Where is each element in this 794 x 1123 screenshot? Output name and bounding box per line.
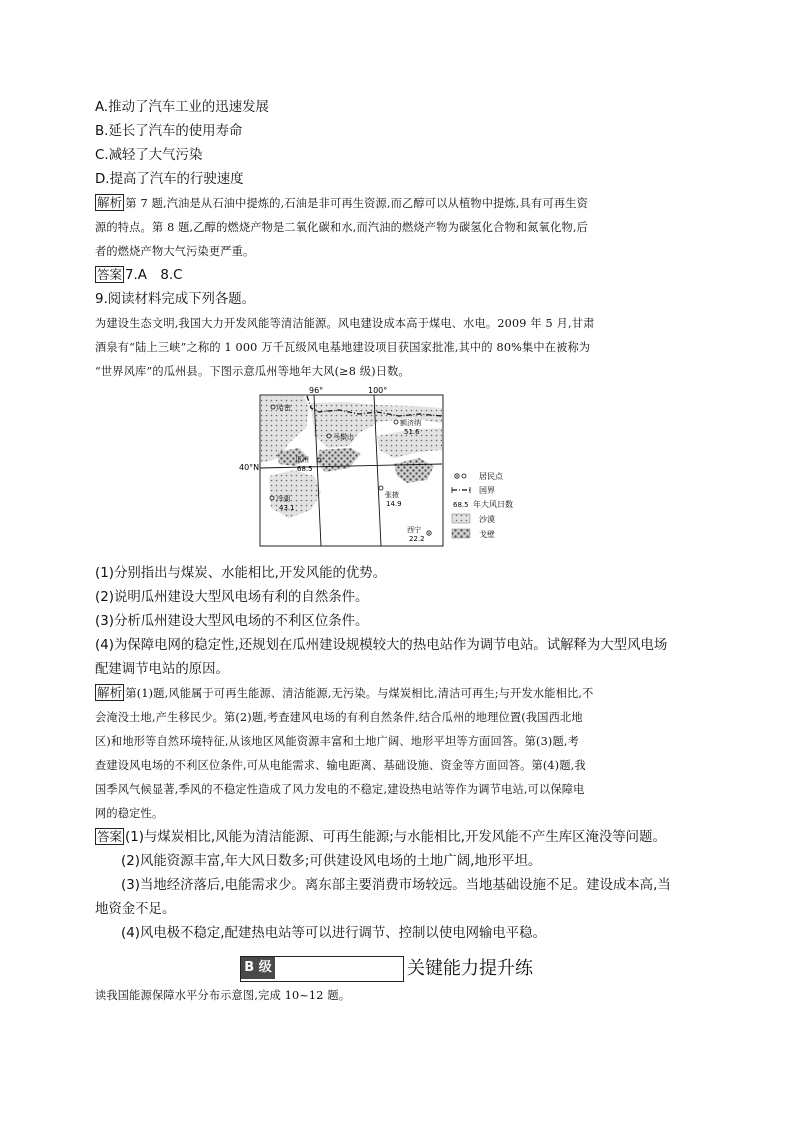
answer-line: (2)风能资源丰富,年大风日数多;可供建设风电场的土地广阔,地形平坦。: [121, 854, 542, 869]
analysis-text-line: 查建设风电场的不利区位条件,可从电能需求、输电距离、基础设施、资金等方面回答。第(4)题,我: [95, 759, 586, 772]
analysis-text-line: 第 7 题,汽油是从石油中提炼的,石油是非可再生资源,而乙醇可以从植物中提炼,具有可再生资: [125, 197, 588, 210]
answer-line: (3)当地经济落后,电能需求少。离东部主要消费市场较远。当地基础设施不足。建设成本高,当: [121, 878, 671, 893]
option-a: A.推动了汽车工业的迅速发展: [95, 100, 269, 115]
analysis-text-line: 区)和地形等自然环境特征,从该地区风能资源丰富和土地广阔、地形平坦等方面回答。第(3)题,考: [95, 735, 580, 748]
analysis-text-line: 者的燃烧产物大气污染更严重。: [95, 245, 255, 258]
material-line: 酒泉有“陆上三峡”之称的 1 000 万千瓦级风电基地建设项目获国家批准,其中的 80%集中在被称为: [95, 341, 591, 354]
sub-question-1: (1)分别指出与煤炭、水能相比,开发风能的优势。: [95, 566, 387, 581]
analysis-text-line: 国季风气候显著,季风的不稳定性造成了风力发电的不稳定,建设热电站等作为调节电站,可以保障电: [95, 783, 585, 796]
sub-question-4: (4)为保障电网的稳定性,还规划在瓜州建设规模较大的热电站作为调节电站。试解释为大型风电场: [95, 638, 668, 653]
options-list: [95, 96, 705, 192]
answer-tag: 答案: [97, 829, 123, 844]
sub-question-2: (2)说明瓜州建设大型风电场有利的自然条件。: [95, 590, 369, 605]
option-c: C.减轻了大气污染: [95, 148, 203, 163]
section-label: B 级: [241, 957, 275, 979]
legend-border: 国界: [479, 486, 495, 495]
svg-text:西宁: 西宁: [407, 526, 421, 534]
map-legend: [452, 471, 513, 539]
page-content: [95, 96, 705, 1008]
svg-text:张掖: 张掖: [385, 491, 399, 499]
legend-settlement: 居民点: [479, 472, 503, 481]
map-svg: [239, 386, 539, 558]
analysis-tag: 解析: [97, 195, 123, 210]
answer-line: (1)与煤炭相比,风能为清洁能源、可再生能源;与水能相比,开发风能不产生库区淹没等问题。: [125, 830, 666, 845]
legend-sample-value: 68.5: [453, 501, 469, 509]
wind-days-map: [95, 388, 705, 560]
svg-text:冷湖: 冷湖: [276, 495, 290, 503]
svg-text:22.2: 22.2: [409, 535, 425, 543]
lat-label: 40°N: [239, 463, 260, 472]
svg-text:额济纳: 额济纳: [400, 419, 421, 427]
lon-label-100: 100°: [368, 386, 388, 395]
material-line: 为建设生态文明,我国大力开发风能等清洁能源。风电建设成本高于煤电、水电。2009 年 5 月,甘肃: [95, 317, 595, 330]
section-title: 关键能力提升练: [407, 958, 533, 979]
analysis-block-1: [95, 192, 705, 264]
section-header: [95, 950, 705, 984]
analysis-text-line: 源的特点。第 8 题,乙醇的燃烧产物是二氧化碳和水,而汽油的燃烧产物为碳氢化合物和氮氧化物,后: [95, 221, 588, 234]
analysis-text-line: 网的稳定性。: [95, 807, 164, 820]
option-d: D.提高了汽车的行驶速度: [95, 172, 244, 187]
answer-block-1: [95, 264, 705, 288]
legend-desert: 沙漠: [479, 515, 495, 524]
svg-text:瓜州: 瓜州: [295, 456, 309, 464]
svg-text:51.6: 51.6: [404, 428, 420, 436]
question-9-stem: 9.阅读材料完成下列各题。: [95, 292, 256, 307]
legend-windy-days: 年大风日数: [473, 500, 513, 509]
analysis-text-line: 第(1)题,风能属于可再生能源、清洁能源,无污染。与煤炭相比,清洁可再生;与开发水能相比,不: [125, 687, 594, 700]
sub-question-3: (3)分析瓜州建设大型风电场的不利区位条件。: [95, 614, 369, 629]
legend-gobi: 戈壁: [479, 530, 495, 539]
svg-text:马鬃山: 马鬃山: [333, 433, 354, 441]
answer-block-2: [95, 826, 705, 946]
option-b: B.延长了汽车的使用寿命: [95, 124, 243, 139]
analysis-block-2: [95, 682, 705, 826]
answer-line: (4)风电极不稳定,配建热电站等可以进行调节、控制以使电网输电平稳。: [121, 926, 546, 941]
svg-text:哈密: 哈密: [277, 404, 291, 412]
analysis-text-line: 会淹没土地,产生移民少。第(2)题,考查建风电场的有利自然条件,结合瓜州的地理位置(我国西北地: [95, 711, 583, 724]
svg-text:14.9: 14.9: [386, 500, 402, 508]
answer-line: 地资金不足。: [95, 902, 176, 917]
material-line: “世界风库”的瓜州县。下图示意瓜州等地年大风(≥8 级)日数。: [95, 365, 410, 378]
sub-question-4-cont: 配建调节电站的原因。: [95, 662, 229, 677]
lon-label-96: 96°: [309, 386, 324, 395]
analysis-tag: 解析: [97, 685, 123, 700]
final-prompt: 读我国能源保障水平分布示意图,完成 10~12 题。: [95, 989, 351, 1002]
answer-tag: 答案: [97, 267, 123, 282]
answer-text: 7.A 8.C: [125, 268, 183, 283]
sub-questions: [95, 562, 705, 682]
question-9-material: [95, 312, 705, 384]
svg-text:43.1: 43.1: [279, 504, 295, 512]
svg-text:68.5: 68.5: [297, 465, 313, 473]
